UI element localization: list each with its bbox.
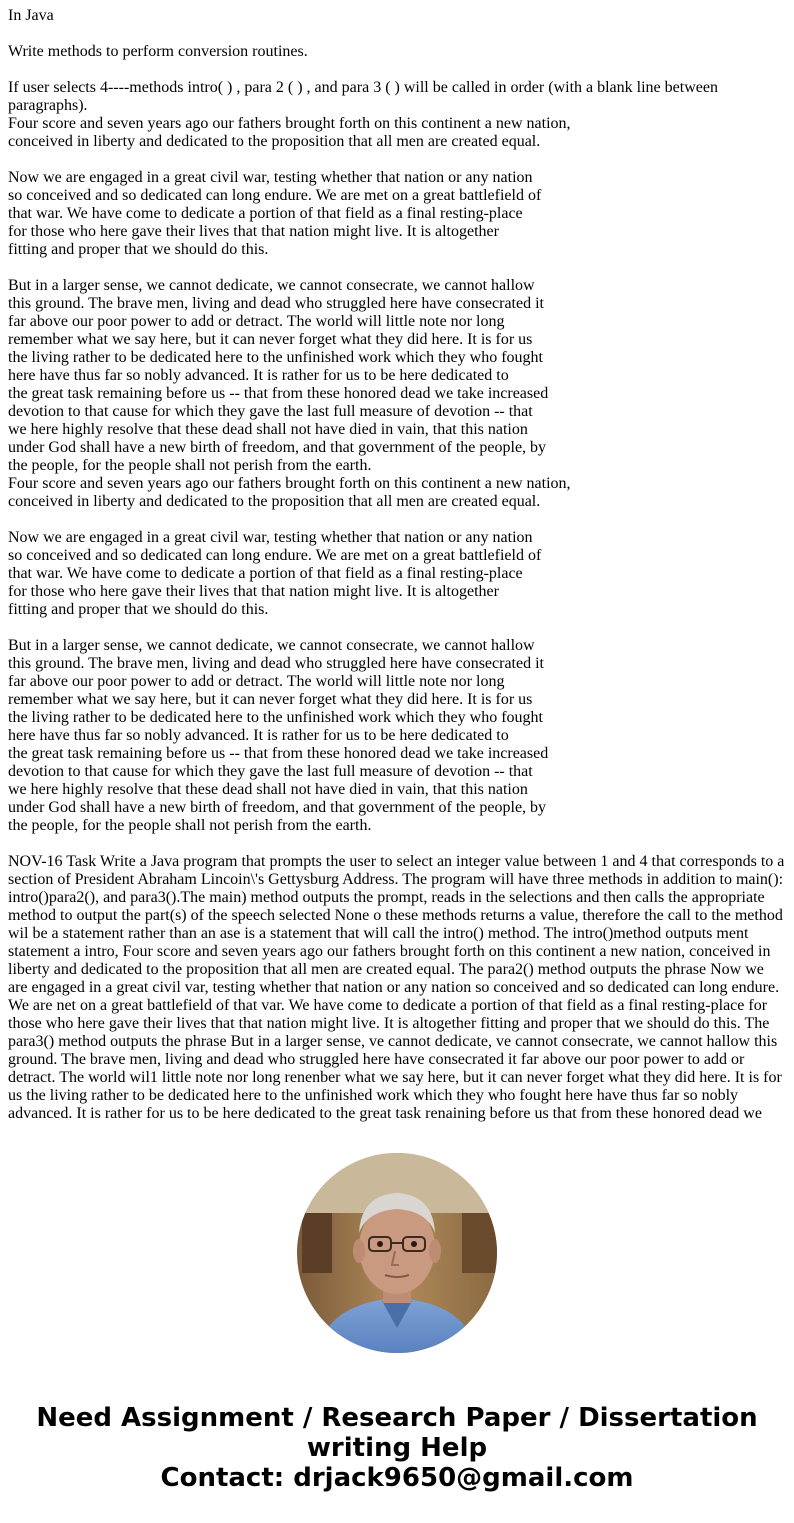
speech-para2-line: fitting and proper that we should do this. [8, 241, 269, 258]
speech-para3-line: here have thus far so nobly advanced. It is rather for us to be here dedicated to [8, 727, 509, 744]
speech-para3-line: here have thus far so nobly advanced. It is rather for us to be here dedicated to [8, 367, 509, 384]
speech-para3-line: But in a larger sense, we cannot dedicate, we cannot consecrate, we cannot hallow [8, 637, 535, 654]
speech-para2-line: that war. We have come to dedicate a portion of that field as a final resting-place [8, 565, 523, 582]
speech-para3-line: under God shall have a new birth of freedom, and that government of the people, by [8, 439, 547, 456]
portrait-image [297, 1153, 497, 1353]
speech-para3-line: the people, for the people shall not perish from the earth. [8, 457, 372, 474]
speech-para3-line: the great task remaining before us -- that from these honored dead we take increased [8, 385, 549, 402]
instruction-text: Write methods to perform conversion routines. [8, 43, 308, 60]
speech-para3-line: this ground. The brave men, living and dead who struggled here have consecrated it [8, 655, 544, 672]
speech-para2-line: Now we are engaged in a great civil war, testing whether that nation or any nation [8, 169, 533, 186]
spacer [8, 25, 786, 43]
document-body [8, 7, 786, 1141]
speech-para2-line: Now we are engaged in a great civil war, testing whether that nation or any nation [8, 529, 533, 546]
speech-para3-line: far above our poor power to add or detract. The world will little note nor long [8, 313, 505, 330]
speech-output [8, 115, 786, 835]
speech-para2-line: so conceived and so dedicated can long endure. We are met on a great battlefield of [8, 547, 542, 564]
promo-line-2: writing Help [306, 1433, 488, 1463]
speech-para3-line: we here highly resolve that these dead shall not have died in vain, that this nation [8, 421, 528, 438]
speech-para3-line: the living rather to be dedicated here to the unfinished work which they who fought [8, 349, 543, 366]
speech-para3-line: remember what we say here, but it can never forget what they did here. It is for us [8, 331, 533, 348]
speech-para2-line: so conceived and so dedicated can long endure. We are met on a great battlefield of [8, 187, 542, 204]
speech-intro-line: conceived in liberty and dedicated to the proposition that all men are created equal. [8, 133, 541, 150]
spacer [8, 151, 786, 169]
speech-para2-line: fitting and proper that we should do this. [8, 601, 269, 618]
promo-contact: Contact: drjack9650@gmail.com [160, 1463, 634, 1493]
speech-para3-line: remember what we say here, but it can never forget what they did here. It is for us [8, 691, 533, 708]
task-description: NOV-16 Task Write a Java program that prompts the user to select an integer value between 1 and 4 that corresponds to a section of President Abraham Lincoin\'s Gettysburg Address. The program will have three methods in addition to main(): intro()para2(), and para3().The main) method outputs the prompt, reads in the selections and then calls the appropriate method to output the part(s) of the speech selected None o these methods returns a value, therefore the call to the method wil be a statement rather than an ase is a statement that will call the intro() method. The intro()method outputs ment statement a intro, Four score and seven years ago our fathers brought forth on this continent a new nation, conceived in liberty and dedicated to the proposition that all men are created equal. The para2() method outputs the phrase Now we are engaged in a great civil var, testing whether that nation or any nation so conceived and so dedicated can long endure. We are net on a great battlefield of that var. We have come to dedicate a portion of that field as a final resting-place for those who here gave their lives that that nation might live. It is altogether fitting and proper that we should do this. The para3() method outputs the phrase But in a larger sense, ve cannot dedicate, ve cannot consecrate, we cannot hallow this ground. The brave men, living and dead who struggled here have consecrated it far above our poor power to add or detract. The world wil1 little note nor long renenber what we say here, but it can never forget what they did here. It is for us the living rather to be dedicated here to the unfinished work which they who fought here have thus far so nobly advanced. It is rather for us to be here dedicated to the great task renaining before us that from these honored dead we [8, 853, 785, 1122]
speech-para2-line: for those who here gave their lives that that nation might live. It is altogether [8, 583, 499, 600]
author-avatar [297, 1153, 497, 1353]
speech-para3-line: under God shall have a new birth of freedom, and that government of the people, by [8, 799, 547, 816]
speech-intro-line: Four score and seven years ago our fathers brought forth on this continent a new nation, [8, 115, 571, 132]
speech-para3-line: the great task remaining before us -- that from these honored dead we take increased [8, 745, 549, 762]
speech-para3-line: this ground. The brave men, living and dead who struggled here have consecrated it [8, 295, 544, 312]
speech-para2-line: that war. We have come to dedicate a portion of that field as a final resting-place [8, 205, 523, 222]
promo-banner [0, 1403, 794, 1493]
promo-line-1: Need Assignment / Research Paper / Dissertation [36, 1403, 758, 1433]
language-heading: In Java [8, 7, 54, 24]
speech-intro-line: Four score and seven years ago our fathers brought forth on this continent a new nation, [8, 475, 571, 492]
spacer [8, 259, 786, 277]
spacer [8, 511, 786, 529]
speech-para2-line: for those who here gave their lives that that nation might live. It is altogether [8, 223, 499, 240]
speech-para3-line: we here highly resolve that these dead shall not have died in vain, that this nation [8, 781, 528, 798]
speech-para3-line: the living rather to be dedicated here to the unfinished work which they who fought [8, 709, 543, 726]
spacer [8, 835, 786, 853]
speech-intro-line: conceived in liberty and dedicated to the proposition that all men are created equal. [8, 493, 541, 510]
spacer [8, 61, 786, 79]
speech-para3-line: devotion to that cause for which they gave the last full measure of devotion -- that [8, 763, 533, 780]
speech-para3-line: devotion to that cause for which they gave the last full measure of devotion -- that [8, 403, 533, 420]
spacer [8, 619, 786, 637]
selection-note: If user selects 4----methods intro( ) , para 2 ( ) , and para 3 ( ) will be called in order (with a blank line between paragraphs). [8, 79, 718, 114]
speech-para3-line: far above our poor power to add or detract. The world will little note nor long [8, 673, 505, 690]
speech-para3-line: But in a larger sense, we cannot dedicate, we cannot consecrate, we cannot hallow [8, 277, 535, 294]
speech-para3-line: the people, for the people shall not perish from the earth. [8, 817, 372, 834]
